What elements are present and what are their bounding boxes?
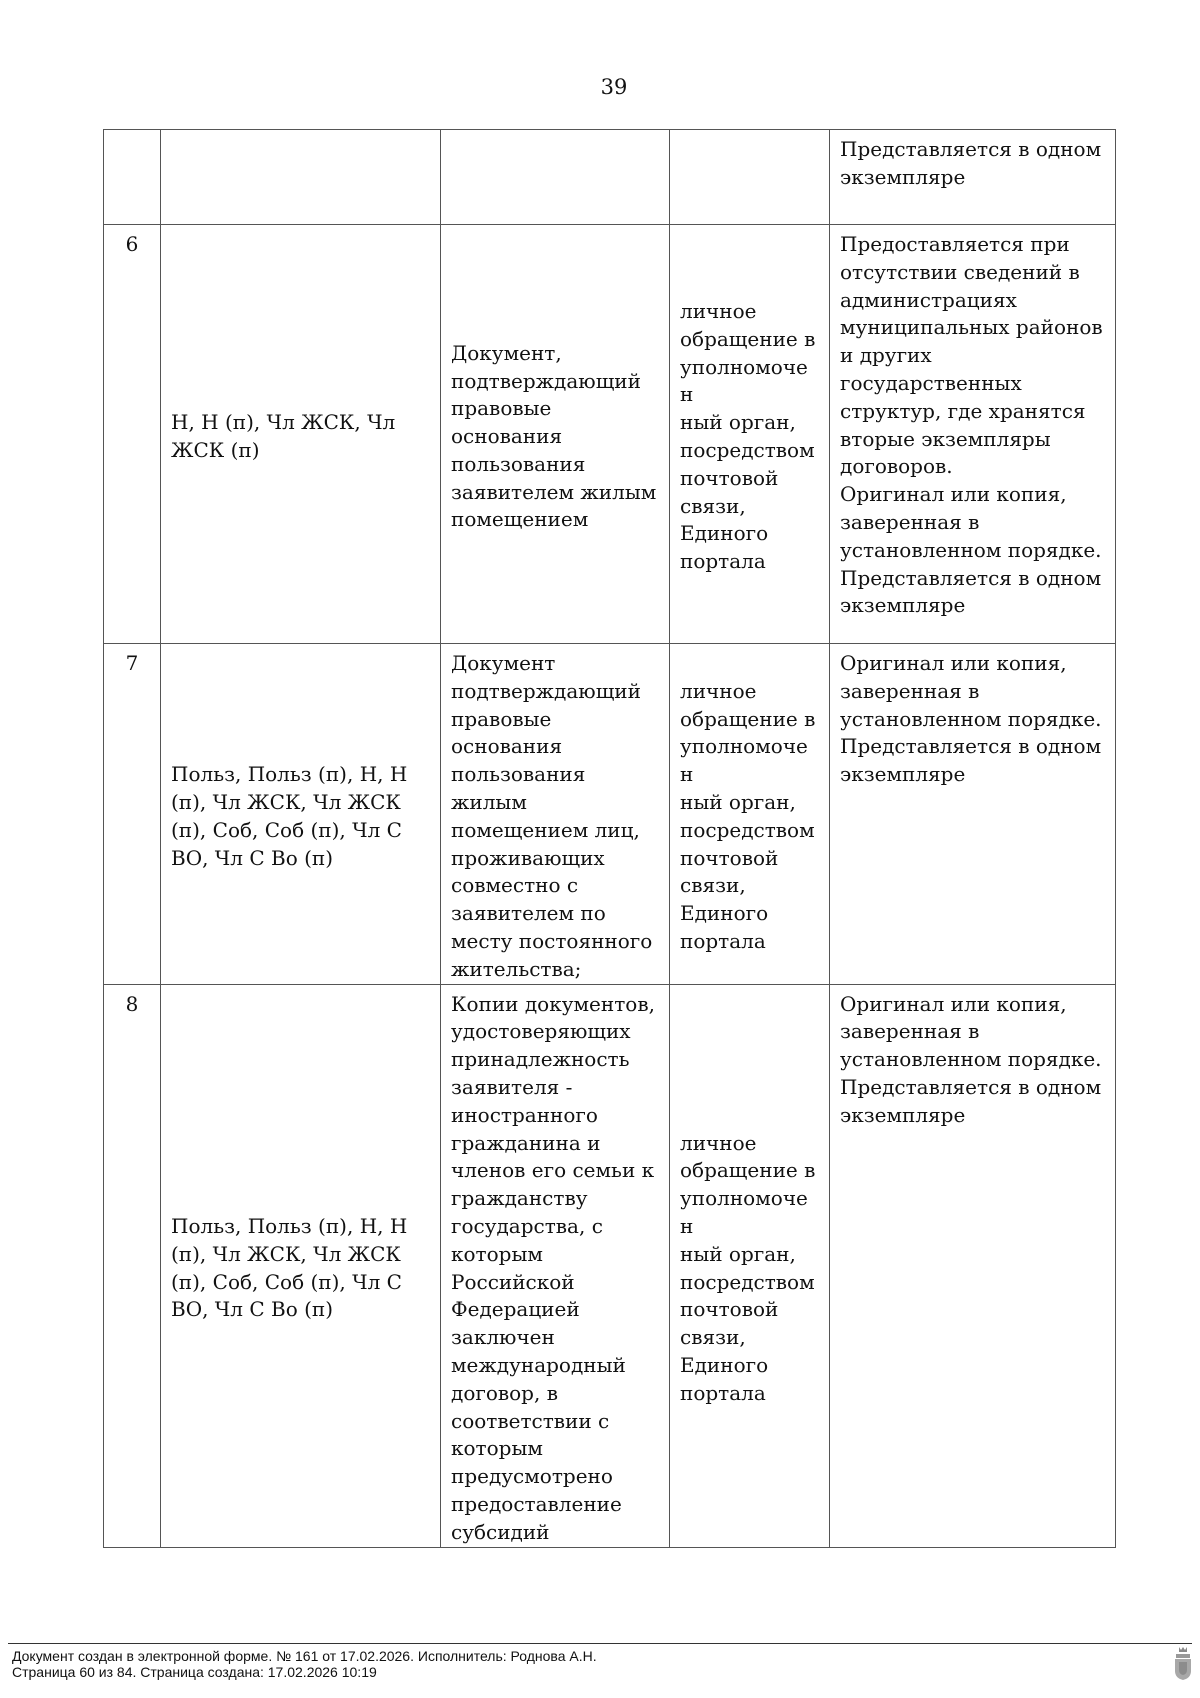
document-text: Копии документов, удостоверяющих принадлежность заявителя - иностранного гражданина и членов его семьи к гражданству государства, с которым Российской Федерацией заключен международный договор, в соответствии с которым предусмотрено предоставление субсидий bbox=[451, 991, 655, 1544]
row-number-cell bbox=[104, 984, 161, 1547]
table-row bbox=[104, 644, 1116, 985]
method-cell bbox=[670, 644, 830, 985]
footer-divider bbox=[8, 1643, 1192, 1644]
coat-of-arms-icon bbox=[1172, 1644, 1194, 1682]
applicants-text: Польз, Польз (п), Н, Н (п), Чл ЖСК, Чл ЖСК (п), Соб, Соб (п), Чл С ВО, Чл С Во (п) bbox=[171, 762, 408, 870]
notes-text: Оригинал или копия, заверенная в установленном порядке. Представляется в одном экземпляре bbox=[840, 991, 1102, 1127]
document-text: Документ, подтверждающий правовые основания пользования заявителем жилым помещением bbox=[451, 340, 657, 532]
table-row bbox=[104, 130, 1116, 225]
row-number-cell bbox=[104, 130, 161, 225]
notes-cell bbox=[830, 644, 1116, 985]
document-text: Документ подтверждающий правовые основания пользования жилым помещением лиц, проживающих совместно с заявителем по месту постоянного жительства; bbox=[451, 651, 653, 981]
applicants-text: Н, Н (п), Чл ЖСК, Чл ЖСК (п) bbox=[171, 410, 396, 462]
notes-cell bbox=[830, 984, 1116, 1547]
notes-text: Предоставляется при отсутствии сведений в администрациях муниципальных районов и других государственных структур, где хранятся вторые экземпляры договоров. Оригинал или копия, заверенная в установленном порядке. Представляется в одном экземпляре bbox=[840, 232, 1103, 618]
footer bbox=[12, 1648, 597, 1680]
method-text: личное обращение в уполномочен ный орган, посредством почтовой связи, Единого портала bbox=[680, 678, 816, 953]
row-number: 8 bbox=[125, 991, 139, 1016]
notes-cell bbox=[830, 130, 1116, 225]
applicants-cell bbox=[161, 130, 441, 225]
footer-line-document-info: Документ создан в электронной форме. № 161 от 17.02.2026. Исполнитель: Роднова А.Н. bbox=[12, 1648, 597, 1664]
page-number: 39 bbox=[600, 75, 628, 99]
documents-table bbox=[103, 129, 1116, 1548]
document-cell bbox=[441, 644, 670, 985]
notes-text: Представляется в одном экземпляре bbox=[840, 137, 1102, 189]
document-cell bbox=[441, 130, 670, 225]
method-cell bbox=[670, 984, 830, 1547]
document-cell bbox=[441, 984, 670, 1547]
document-cell bbox=[441, 225, 670, 644]
row-number-cell bbox=[104, 644, 161, 985]
method-cell bbox=[670, 130, 830, 225]
method-text: личное обращение в уполномочен ный орган, посредством почтовой связи, Единого портала bbox=[680, 299, 816, 574]
row-number: 6 bbox=[125, 232, 139, 256]
method-text: личное обращение в уполномочен ный орган, посредством почтовой связи, Единого портала bbox=[680, 1130, 816, 1405]
applicants-text: Польз, Польз (п), Н, Н (п), Чл ЖСК, Чл ЖСК (п), Соб, Соб (п), Чл С ВО, Чл С Во (п) bbox=[171, 1213, 408, 1322]
applicants-cell bbox=[161, 225, 441, 644]
applicants-cell bbox=[161, 644, 441, 985]
notes-cell bbox=[830, 225, 1116, 644]
table-row bbox=[104, 984, 1116, 1547]
row-number: 7 bbox=[125, 651, 139, 675]
table-row bbox=[104, 225, 1116, 644]
method-cell bbox=[670, 225, 830, 644]
footer-line-page-info: Страница 60 из 84. Страница создана: 17.02.2026 10:19 bbox=[12, 1664, 377, 1680]
row-number-cell bbox=[104, 225, 161, 644]
notes-text: Оригинал или копия, заверенная в установленном порядке. Представляется в одном экземпляре bbox=[840, 651, 1102, 787]
applicants-cell bbox=[161, 984, 441, 1547]
